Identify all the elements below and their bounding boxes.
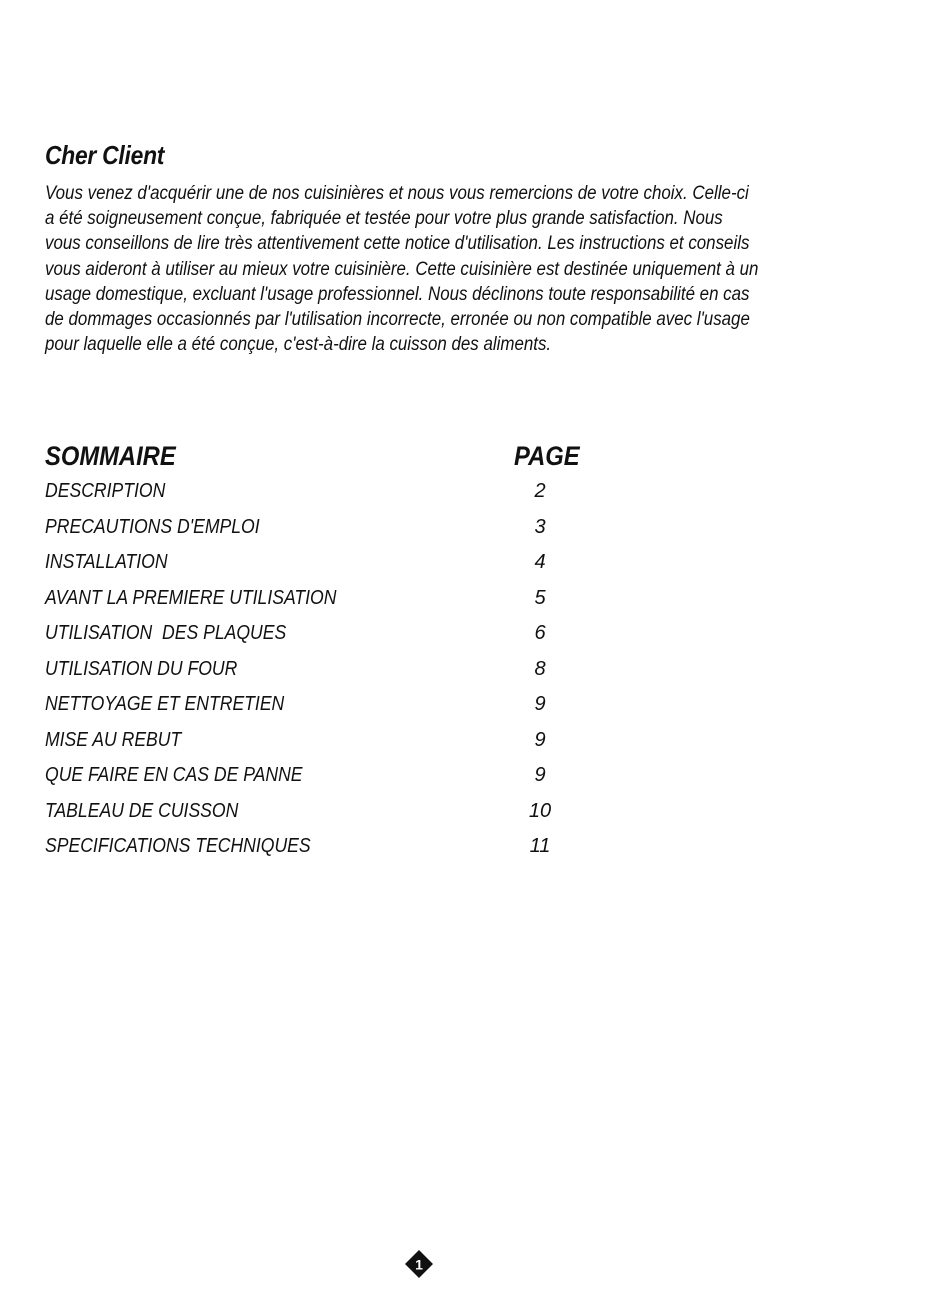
toc-entry-label: TABLEAU DE CUISSON — [45, 799, 239, 822]
intro-line: a été soigneusement conçue, fabriquée et testée pour votre plus grande satisfaction. Nous — [45, 208, 723, 230]
intro-line: vous conseillons de lire très attentivement cette notice d'utilisation. Les instructions et conseils — [45, 233, 750, 255]
toc-entry-label: SPECIFICATIONS TECHNIQUES — [45, 835, 311, 857]
toc-entry-label: MISE AU REBUT — [45, 728, 182, 751]
intro-line: vous aideront à utiliser au mieux votre cuisinière. Cette cuisinière est destinée uniquement à un — [45, 258, 759, 280]
intro-line: pour laquelle elle a été conçue, c'est-à-dire la cuisson des aliments. — [45, 334, 552, 356]
greeting-title: Cher Client — [45, 140, 165, 170]
table-of-contents — [45, 480, 605, 871]
page-marker-graphic — [404, 1249, 434, 1279]
toc-entry — [45, 658, 605, 694]
toc-entry-page: 9 — [534, 728, 546, 751]
toc-entry-page: 3 — [534, 515, 546, 538]
toc-entry-page: 2 — [534, 480, 546, 502]
toc-entry — [45, 800, 605, 836]
toc-entry — [45, 693, 605, 729]
toc-entry-label: QUE FAIRE EN CAS DE PANNE — [45, 764, 303, 786]
toc-entry-label: PRECAUTIONS D'EMPLOI — [45, 515, 260, 538]
diamond-page-number-icon — [404, 1249, 434, 1279]
toc-entry — [45, 587, 605, 623]
toc-heading: SOMMAIRE — [45, 441, 176, 471]
toc-entry-page: 9 — [534, 764, 546, 786]
intro-line: de dommages occasionnés par l'utilisation incorrecte, erronée ou non compatible avec l'usage — [45, 309, 750, 331]
intro-paragraph — [45, 181, 828, 357]
toc-entry-page: 9 — [534, 693, 546, 715]
toc-entry — [45, 622, 605, 658]
toc-entry-label: DESCRIPTION — [45, 480, 166, 502]
toc-entry-label: NETTOYAGE ET ENTRETIEN — [45, 693, 285, 715]
toc-entry-label: UTILISATION DU FOUR — [45, 657, 238, 680]
toc-entry-page: 8 — [534, 657, 546, 680]
toc-entry — [45, 764, 605, 800]
toc-entry-label: UTILISATION DES PLAQUES — [45, 622, 287, 644]
toc-entry — [45, 729, 605, 765]
intro-line: Vous venez d'acquérir une de nos cuisinières et nous vous remercions de votre choix. Celle-ci — [45, 183, 749, 204]
intro-line: usage domestique, excluant l'usage professionnel. Nous déclinons toute responsabilité en cas — [45, 283, 750, 305]
page-number: 1 — [415, 1256, 423, 1273]
toc-entry — [45, 835, 605, 871]
toc-entry-label: INSTALLATION — [45, 551, 168, 573]
toc-page-heading: PAGE — [514, 441, 580, 471]
toc-entry-page: 10 — [528, 799, 552, 822]
toc-entry — [45, 551, 605, 587]
toc-entry — [45, 480, 605, 516]
toc-entry-page: 11 — [529, 835, 551, 857]
toc-entry-page: 6 — [534, 622, 546, 644]
toc-entry-page: 5 — [534, 586, 546, 609]
toc-entry-page: 4 — [534, 551, 546, 573]
toc-entry-label: AVANT LA PREMIERE UTILISATION — [45, 586, 337, 609]
toc-entry — [45, 516, 605, 552]
